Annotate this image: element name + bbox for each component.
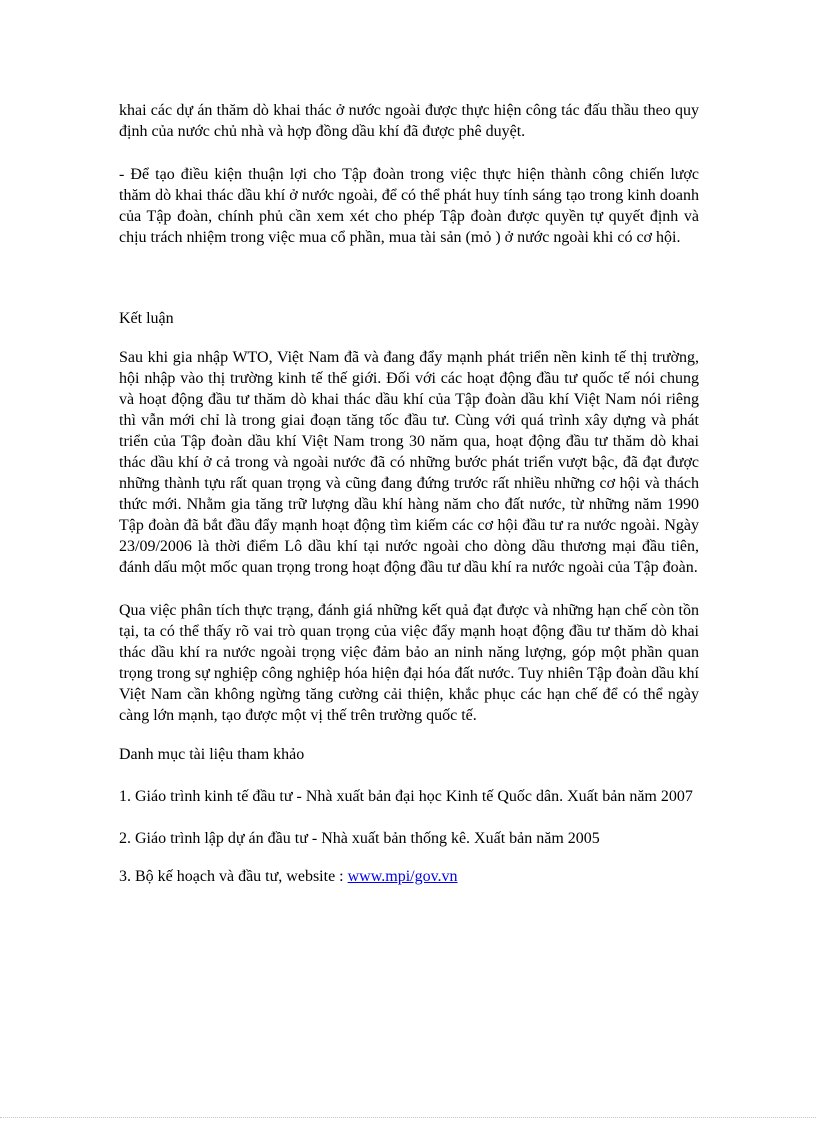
conclusion-heading: Kết luận — [119, 310, 174, 327]
spacer — [119, 329, 699, 347]
spacer — [119, 807, 699, 828]
references-heading: Danh mục tài liệu tham khảo — [119, 746, 305, 763]
spacer — [119, 578, 699, 600]
paragraph-recommendation: - Để tạo điều kiện thuận lợi cho Tập đoàn trong việc thực hiện thành công chiến lược thăm dò khai thác dầu khí ở nước ngoài, để có thể phát huy tính sáng tạo trong kinh doanh của Tập đoàn, chính phủ cần xem xét cho phép Tập đoàn được quyền tự quyết định và chịu trách nhiệm trong việc mua cổ phần, mua tài sản (mỏ ) ở nước ngoài khi có cơ hội. — [119, 166, 699, 246]
spacer — [119, 765, 699, 786]
page-bottom-border — [0, 1117, 816, 1118]
paragraph-conclusion-2: Qua việc phân tích thực trạng, đánh giá những kết quả đạt được và những hạn chế còn tồn tại, ta có thể thấy rõ vai trò quan trọng của việc đẩy mạnh hoạt động đầu tư thăm dò khai thác dầu khí ra nước ngoài trọng việc đảm bảo an ninh năng lượng, góp một phần quan trọng trong sự nghiệp công nghiệp hóa hiện đại hóa đất nước. Tuy nhiên Tập đoàn dầu khí Việt Nam cần không ngừng tăng cường cải thiện, khắc phục các hạn chế để có thể ngày càng lớn mạnh, tạo được một vị thế trên trường quốc tế. — [119, 602, 699, 724]
spacer — [119, 142, 699, 164]
paragraph-bidding: khai các dự án thăm dò khai thác ở nước ngoài được thực hiện công tác đấu thầu theo quy định của nước chủ nhà và hợp đồng dầu khí đã được phê duyệt. — [119, 102, 699, 140]
spacer — [119, 726, 699, 744]
document-body — [119, 100, 699, 887]
reference-item-3-text: 3. Bộ kế hoạch và đầu tư, website : — [119, 868, 348, 885]
link-trailing-space — [458, 868, 466, 885]
website-link[interactable]: www.mpi/gov.vn — [347, 868, 458, 885]
spacer — [119, 849, 699, 866]
reference-item-3 — [119, 866, 699, 887]
reference-item-1: 1. Giáo trình kinh tế đầu tư - Nhà xuất bản đại học Kinh tế Quốc dân. Xuất bản năm 2007 — [119, 788, 693, 805]
reference-item-2: 2. Giáo trình lập dự án đầu tư - Nhà xuất bản thống kê. Xuất bản năm 2005 — [119, 830, 600, 847]
paragraph-conclusion-1: Sau khi gia nhập WTO, Việt Nam đã và đang đẩy mạnh phát triển nền kinh tế thị trường, hội nhập vào thị trường kinh tế thế giới. Đối với các hoạt động đầu tư quốc tế nói chung và hoạt động đầu tư thăm dò khai thác dầu khí của Tập đoàn dầu khí Việt Nam nói riêng thì vẫn mới chỉ là trong giai đoạn tăng tốc đầu tư. Cùng với quá trình xây dựng và phát triển của Tập đoàn dầu khí Việt Nam trong 30 năm qua, hoạt động đầu tư thăm dò khai thác dầu khí ở cả trong và ngoài nước đã có những bước phát triển vượt bậc, đã đạt được những thành tựu rất quan trọng và cũng đang đứng trước rất nhiều những cơ hội và thách thức mới. Nhằm gia tăng trữ lượng dầu khí hàng năm cho đất nước, từ những năm 1990 Tập đoàn đã bắt đầu đẩy mạnh hoạt động tìm kiếm các cơ hội đầu tư ra nước ngoài. Ngày 23/09/2006 là thời điểm Lô dầu khí tại nước ngoài cho dòng dầu thương mại đầu tiên, đánh dấu một mốc quan trọng trong hoạt động đầu tư dầu khí ra nước ngoài của Tập đoàn. — [119, 349, 699, 576]
spacer — [119, 248, 699, 308]
